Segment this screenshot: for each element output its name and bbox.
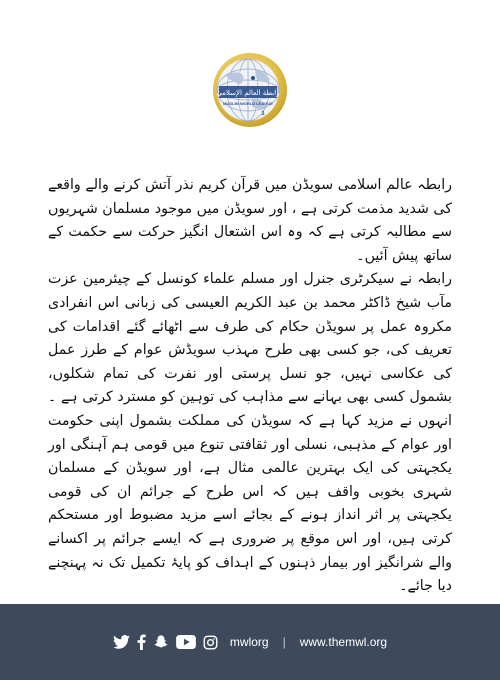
logo-arabic-name: رابطة العالم الإسلامي bbox=[216, 89, 280, 97]
footer-bar bbox=[0, 604, 500, 680]
logo-kaaba-mark bbox=[251, 76, 255, 80]
article-paragraph-1: رابطہ عالم اسلامی سویڈن میں قرآن کریم نذر آتش کرنے والے واقعے کی شدید مذمت کرتی ہے ، اور سویڈن میں موجود مسلمان شہریوں سے مطالبہ کرتی ہے کہ وہ اس اشتعال انگیز حرکت سے حکمت کے ساتھ پیش آئیں۔ bbox=[48, 177, 452, 264]
logo-english-name: MUSLIM WORLD LEAGUE bbox=[223, 101, 273, 106]
article-paragraph-2: رابطہ نے سیکرٹری جنرل اور مسلم علماء کونسل کے چیئرمین عزت مآب شیخ ڈاکٹر محمد بن عبد الکریم العیسی کی زبانی اس انفرادی مکروہ عمل پر سویڈن حکام کی طرف سے اٹھائے گئے اقدامات کی تعریف کی، جو کسی بھی طرح مہذب سویڈش عوام کے طرز عمل کی عکاسی نہیں، جو نسل پرستی اور نفرت کی تمام شکلوں، بشمول کسی بھی بہانے سے مذاہب کی توہین کو مسترد کرتی ہے ۔انہوں نے مزید کہا ہے کہ سویڈن کی مملکت بشمول اپنی حکومت اور عوام کے مذہبی، نسلی اور ثقافتی تنوع میں قومی ہم آہنگی اور یکجہتی کی ایک بہترین عالمی مثال ہے، اور سویڈن کے مسلمان شہری بخوبی واقف ہیں کہ اس طرح کے جرائم ان کی قومی یکجہتی پر اثر انداز ہونے کے بجائے اسے مزید مضبوط اور مستحکم کرتی ہیں، اور اس موقع پر ضروری ہے کہ ایسے جرائم پر اکسانے والے شرانگیز اور بیمار ذہنوں کے اہداف کو پایۂ تکمیل تک نہ پہنچنے دیا جائے۔ bbox=[48, 271, 452, 595]
facebook-icon[interactable] bbox=[137, 634, 146, 650]
social-icons bbox=[113, 634, 218, 650]
article-body bbox=[48, 174, 452, 599]
footer-separator: | bbox=[282, 635, 286, 649]
twitter-icon[interactable] bbox=[113, 635, 130, 649]
youtube-icon[interactable] bbox=[176, 635, 196, 649]
instagram-icon[interactable] bbox=[203, 635, 218, 650]
website-link[interactable]: www.themwl.org bbox=[299, 635, 388, 649]
mwl-logo bbox=[212, 52, 288, 128]
logo-numeral-mark: 1 bbox=[261, 111, 265, 117]
snapchat-icon[interactable] bbox=[153, 634, 169, 650]
social-handle[interactable]: mwlorg bbox=[229, 635, 269, 649]
